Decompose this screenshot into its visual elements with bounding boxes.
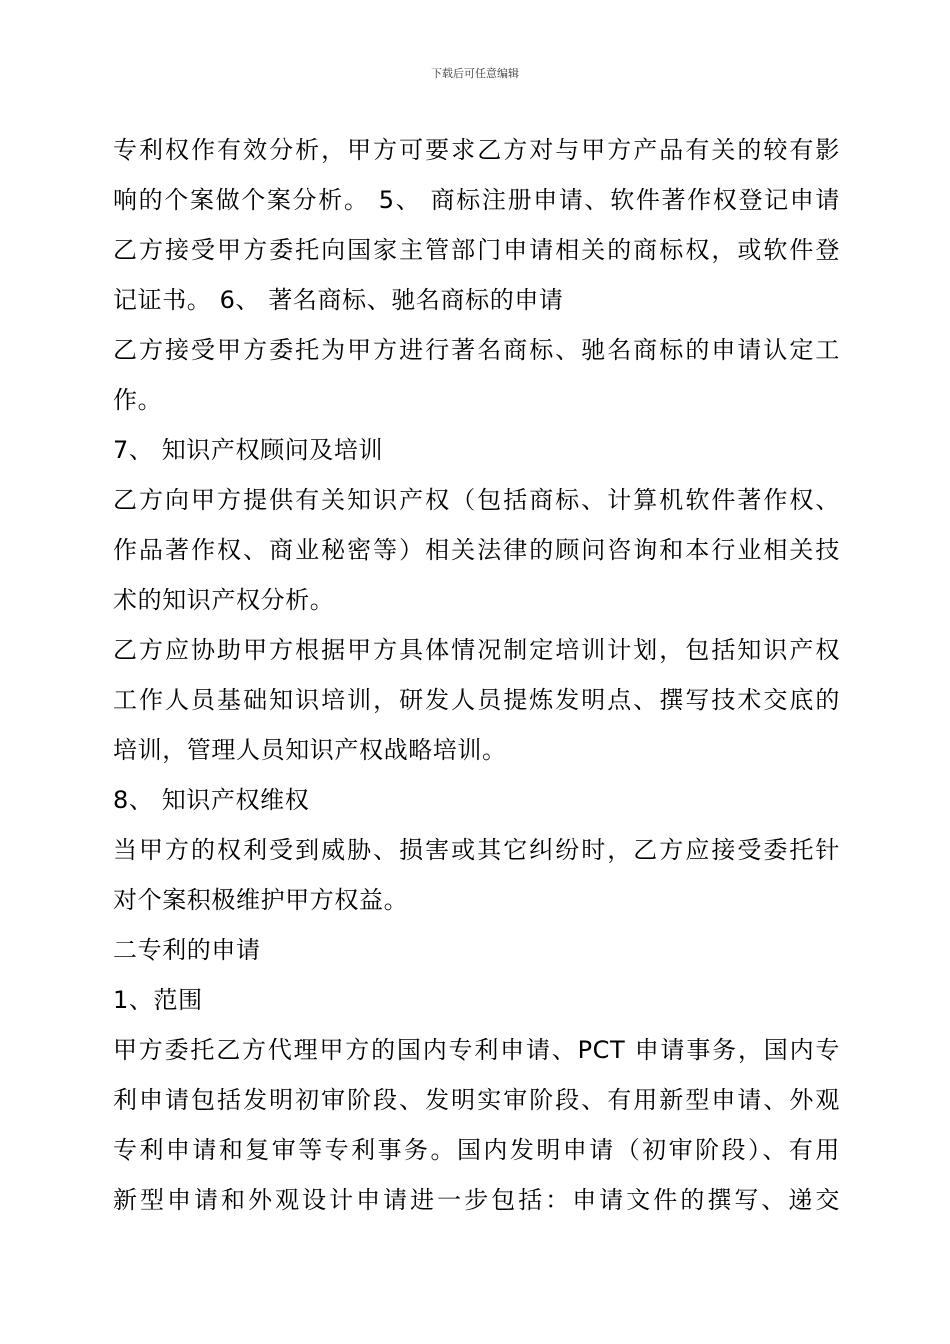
- paragraph-line: 甲方委托乙方代理甲方的国内专利申请、PCT 申请事务，国内专: [113, 1036, 840, 1064]
- paragraph-line: 新型申请和外观设计申请进一步包括：申请文件的撰写、递交: [113, 1186, 840, 1214]
- paragraph-line: 记证书。 6、 著名商标、驰名商标的申请: [113, 286, 564, 314]
- paragraph-line: 对个案积极维护甲方权益。: [113, 886, 409, 914]
- paragraph-line: 乙方接受甲方委托为甲方进行著名商标、驰名商标的申请认定工: [113, 336, 840, 364]
- section-heading: 1、范围: [113, 986, 203, 1014]
- paragraph-line: 乙方接受甲方委托向国家主管部门申请相关的商标权，或软件登: [113, 236, 840, 264]
- paragraph-line: 专利权作有效分析，甲方可要求乙方对与甲方产品有关的较有影: [113, 136, 840, 164]
- paragraph-line: 乙方向甲方提供有关知识产权（包括商标、计算机软件著作权、: [113, 486, 840, 514]
- paragraph-line: 术的知识产权分析。: [113, 586, 335, 614]
- paragraph-line: 培训，管理人员知识产权战略培训。: [113, 736, 507, 764]
- paragraph-line: 当甲方的权利受到威胁、损害或其它纠纷时，乙方应接受委托针: [113, 836, 840, 864]
- paragraph-line: 作。: [113, 386, 163, 414]
- section-heading: 7、 知识产权顾问及培训: [113, 436, 384, 464]
- paragraph-line: 工作人员基础知识培训，研发人员提炼发明点、撰写技术交底的: [113, 686, 840, 714]
- paragraph-line: 乙方应协助甲方根据甲方具体情况制定培训计划，包括知识产权: [113, 636, 840, 664]
- paragraph-line: 专利申请和复审等专利事务。国内发明申请（初审阶段）、有用: [113, 1136, 840, 1164]
- chapter-heading: 二专利的申请: [113, 936, 261, 964]
- paragraph-line: 响的个案做个案分析。 5、 商标注册申请、软件著作权登记申请: [113, 186, 840, 214]
- paragraph-line: 作品著作权、商业秘密等）相关法律的顾问咨询和本行业相关技: [113, 536, 840, 564]
- paragraph-line: 利申请包括发明初审阶段、发明实审阶段、有用新型申请、外观: [113, 1086, 840, 1114]
- section-heading: 8、 知识产权维权: [113, 786, 310, 814]
- page-header: 下载后可任意编辑: [431, 67, 519, 80]
- document-body: [113, 125, 840, 1225]
